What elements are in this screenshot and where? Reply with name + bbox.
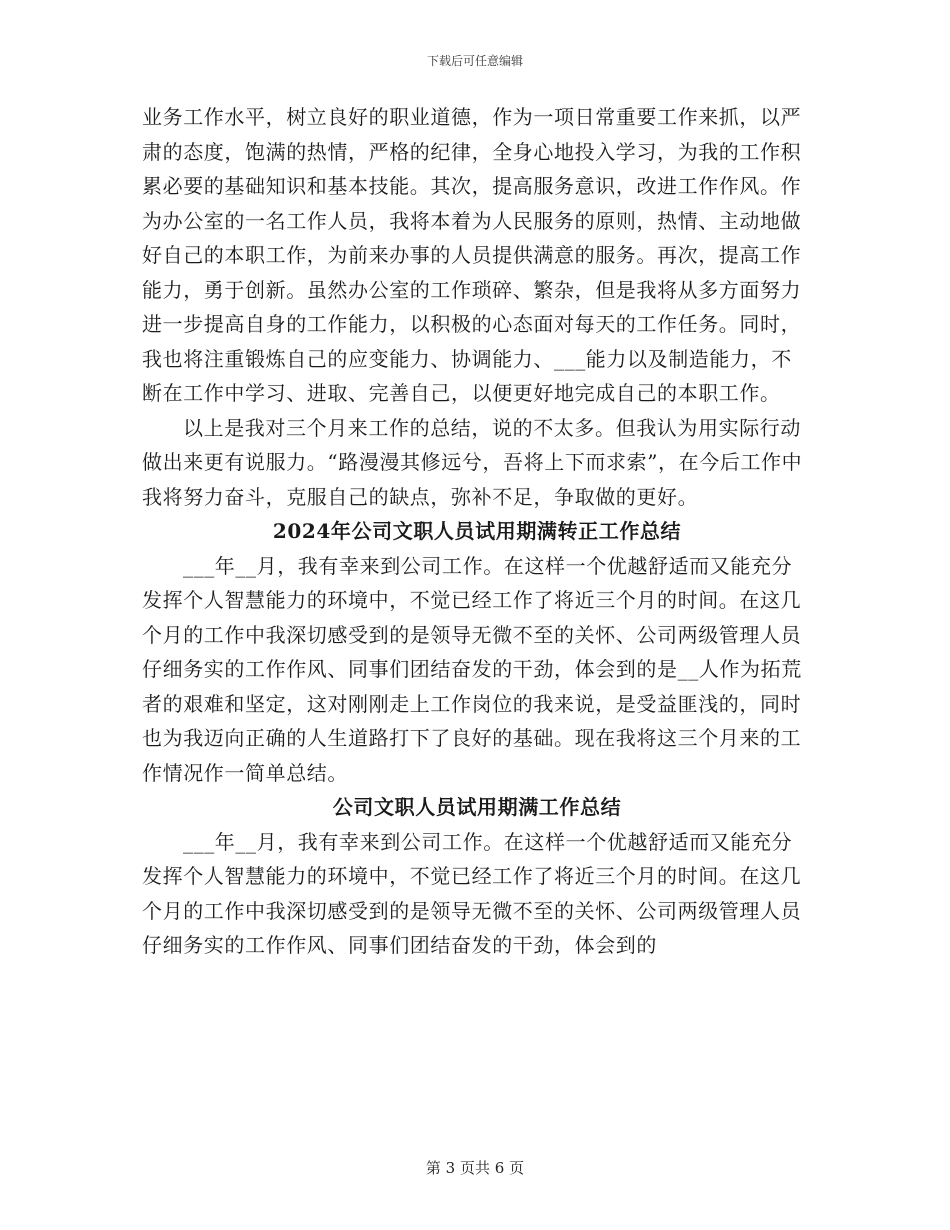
document-body bbox=[142, 100, 812, 963]
paragraph-1: 业务工作水平，树立良好的职业道德，作为一项日常重要工作来抓，以严肃的态度，饱满的热情，严格的纪律，全身心地投入学习，为我的工作积累必要的基础知识和基本技能。其次，提高服务意识，改进工作作风。作为办公室的一名工作人员，我将本着为人民服务的原则，热情、主动地做好自己的本职工作，为前来办事的人员提供满意的服务。再次，提高工作能力，勇于创新。虽然办公室的工作琐碎、繁杂，但是我将从多方面努力进一步提高自身的工作能力，以积极的心态面对每天的工作任务。同时，我也将注重锻炼自己的应变能力、协调能力、___能力以及制造能力，不断在工作中学习、进取、完善自己，以便更好地完成自己的本职工作。 bbox=[142, 105, 802, 405]
page-number: 第 3 页共 6 页 bbox=[425, 1159, 525, 1177]
section-heading-1: 2024年公司文职人员试用期满转正工作总结 bbox=[272, 519, 682, 543]
paragraph-4: ___年__月，我有幸来到公司工作。在这样一个优越舒适而又能充分发挥个人智慧能力的环境中，不觉已经工作了将近三个月的时间。在这几个月的工作中我深切感受到的是领导无微不至的关怀、公司两级管理人员仔细务实的工作作风、同事们团结奋发的干劲，体会到的 bbox=[142, 829, 802, 957]
paragraph-3: ___年__月，我有幸来到公司工作。在这样一个优越舒适而又能充分发挥个人智慧能力的环境中，不觉已经工作了将近三个月的时间。在这几个月的工作中我深切感受到的是领导无微不至的关怀、公司两级管理人员仔细务实的工作作风、同事们团结奋发的干劲，体会到的是__人作为拓荒者的艰难和坚定，这对刚刚走上工作岗位的我来说，是受益匪浅的，同时也为我迈向正确的人生道路打下了良好的基础。现在我将这三个月来的工作情况作一简单总结。 bbox=[142, 553, 802, 785]
page-header: 下载后可任意编辑 bbox=[426, 54, 523, 68]
section-heading-2: 公司文职人员试用期满工作总结 bbox=[332, 795, 622, 819]
paragraph-2: 以上是我对三个月来工作的总结，说的不太多。但我认为用实际行动做出来更有说服力。“路漫漫其修远兮，吾将上下而求索”，在今后工作中我将努力奋斗，克服自己的缺点，弥补不足，争取做的更好。 bbox=[142, 415, 803, 509]
